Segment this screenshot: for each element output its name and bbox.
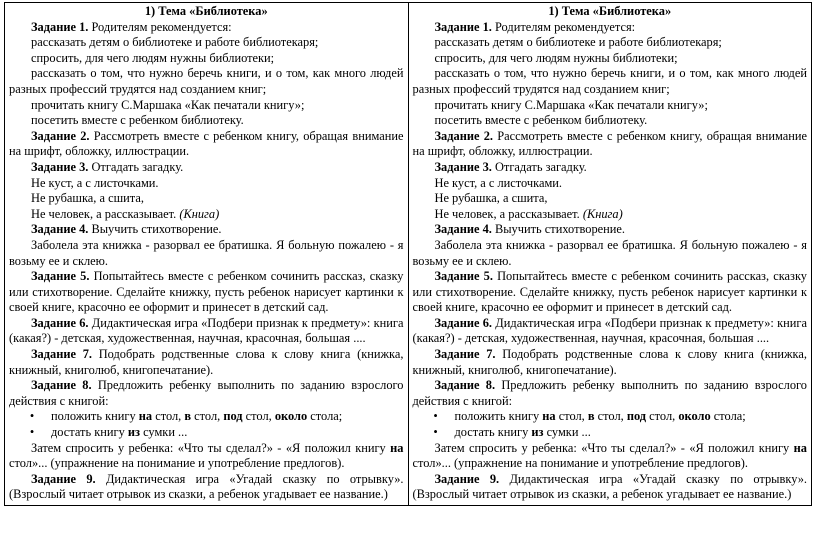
task-2	[9, 129, 404, 160]
text-run: Затем спросить у ребенка: «Что ты сделал?» - «Я положил книгу	[434, 440, 794, 455]
task-label: Задание 4.	[31, 222, 89, 237]
task-label: Задание 3.	[31, 159, 89, 174]
task-label: Задание 2.	[31, 128, 90, 143]
task-8	[413, 378, 808, 409]
riddle-text: Не человек, а рассказывает.	[434, 206, 583, 221]
text-run: Затем спросить у ребенка: «Что ты сделал?» - «Я положил книгу	[31, 440, 391, 455]
list-item	[413, 425, 808, 441]
task-9	[9, 472, 404, 503]
bullet-icon: •	[29, 409, 35, 424]
task-5	[9, 269, 404, 316]
task-text: Рассмотреть вместе с ребенком книгу, обращая внимание на шрифт, обложку, иллюстрации.	[412, 128, 807, 159]
emphasis-text: под	[626, 409, 647, 424]
emphasis-text: на	[138, 409, 153, 424]
task-1-line: прочитать книгу С.Маршака «Как печатали книгу»;	[434, 97, 708, 112]
task-5	[413, 269, 808, 316]
text-run: положить книгу	[454, 409, 543, 424]
emphasis-text: из	[127, 425, 140, 440]
riddle-line: Не рубашка, а сшита,	[31, 191, 144, 206]
text-run: стол,	[646, 409, 679, 424]
text-run: положить книгу	[51, 409, 139, 424]
task-text: Дидактическая игра «Подбери признак к предмету»: книга (какая?) - детская, художественная, научная, красочная, большая ....	[412, 315, 807, 346]
task-label: Задание 9.	[434, 471, 500, 486]
text-run: стол»... (упражнение на понимание и употребление предлогов).	[412, 456, 748, 471]
task-label: Задание 5.	[31, 269, 90, 284]
column-left	[5, 3, 409, 506]
task-1-line: рассказать детям о библиотеке и работе библиотекаря;	[434, 35, 722, 50]
task-label: Задание 8.	[434, 378, 496, 393]
list-item	[9, 409, 404, 425]
task-label: Задание 9.	[31, 471, 96, 486]
task-label: Задание 7.	[31, 347, 92, 362]
task-1-line: рассказать детям о библиотеке и работе библиотекаря;	[31, 35, 319, 50]
task-7	[9, 347, 404, 378]
rich-text	[9, 441, 404, 472]
task-label: Задание 8.	[31, 378, 92, 393]
text-run: стол,	[152, 409, 185, 424]
task-text: Попытайтесь вместе с ребенком сочинить рассказ, сказку или стихотворение. Сделайте книжку, пусть ребенок нарисует картинки к своей книге, красочно ее оформит и принесет в детский сад.	[412, 269, 807, 315]
text-run: достать книгу	[454, 425, 532, 440]
rich-text	[413, 441, 808, 472]
task-4	[9, 222, 404, 238]
task-text: Предложить ребенку выполнить по заданию взрослого действия с книгой:	[412, 378, 807, 408]
column-title: 1) Тема «Библиотека»	[548, 4, 672, 18]
riddle-line	[413, 207, 808, 223]
task-text: Отгадать загадку.	[491, 159, 587, 174]
task-text: Выучить стихотворение.	[491, 222, 626, 237]
text-run: стола;	[710, 409, 746, 424]
task-label: Задание 3.	[434, 159, 492, 174]
text-run: стол,	[555, 409, 588, 424]
emphasis-text: в	[587, 409, 595, 424]
bullet-icon: •	[433, 425, 438, 440]
task-1-line: посетить вместе с ребенком библиотеку.	[31, 113, 244, 128]
riddle-line: Не куст, а с листочками.	[31, 175, 159, 190]
task-text: Рассмотреть вместе с ребенком книгу, обращая внимание на шрифт, обложку, иллюстрации.	[9, 128, 404, 159]
bullet-icon: •	[29, 425, 35, 440]
text-run: стол»... (упражнение на понимание и употребление предлогов).	[9, 456, 345, 471]
emphasis-text: около	[678, 409, 711, 424]
task-text: Выучить стихотворение.	[88, 222, 222, 237]
task-1-line: прочитать книгу С.Маршака «Как печатали книгу»;	[31, 97, 305, 112]
text-run: сумки ...	[543, 425, 591, 440]
riddle-answer: (Книга)	[179, 206, 220, 221]
task-3	[9, 160, 404, 176]
column-right	[408, 3, 812, 506]
task-text: Дидактическая игра «Угадай сказку по отрывку». (Взрослый читает отрывок из сказки, а ребенок угадывает ее название.)	[9, 471, 404, 502]
emphasis-text: около	[274, 409, 308, 424]
task-1-line: рассказать о том, что нужно беречь книги, и о том, как много людей разных профессий трудятся над созданием книг;	[9, 66, 404, 96]
assignment-table	[4, 2, 812, 506]
text-run: стол,	[242, 409, 275, 424]
task-text: Родителям рекомендуется:	[88, 19, 232, 34]
text-run: достать книгу	[51, 425, 128, 440]
task-1-line: посетить вместе с ребенком библиотеку.	[434, 113, 648, 128]
task-6	[9, 316, 404, 347]
riddle-line: Не рубашка, а сшита,	[434, 191, 548, 206]
task-text: Подобрать родственные слова к слову книга (книжка, книжный, книголюб, книгопечатание).	[412, 347, 807, 377]
task-8	[9, 378, 404, 409]
table-row	[5, 3, 812, 506]
task-label: Задание 7.	[434, 347, 496, 362]
task-1	[413, 20, 808, 36]
list-item	[413, 409, 808, 425]
text-run: сумки ...	[140, 425, 188, 440]
task-text: Попытайтесь вместе с ребенком сочинить рассказ, сказку или стихотворение. Сделайте книжку, пусть ребенок нарисует картинки к своей книге, красочно ее оформит и принесет в детский сад.	[9, 269, 404, 315]
text-run: стол,	[191, 409, 224, 424]
task-6	[413, 316, 808, 347]
task-label: Задание 1.	[434, 19, 492, 34]
task-text: Подобрать родственные слова к слову книга (книжка, книжный, книголюб, книгопечатание).	[9, 347, 404, 377]
task-1-line: спросить, для чего людям нужны библиотеки;	[434, 50, 678, 65]
rich-text	[455, 425, 591, 441]
riddle-answer: (Книга)	[582, 206, 623, 221]
riddle-line	[9, 207, 404, 223]
task-text: Отгадать загадку.	[88, 159, 184, 174]
text-run: стол,	[594, 409, 627, 424]
task-label: Задание 2.	[434, 128, 493, 143]
task-2	[413, 129, 808, 160]
emphasis-text: на	[390, 440, 404, 455]
poem-text: Заболела эта книжка - разорвал ее братишка. Я больную пожалею - я возьму ее и склею.	[9, 237, 404, 268]
task-text: Родителям рекомендуется:	[491, 19, 636, 34]
task-label: Задание 5.	[434, 269, 493, 284]
task-label: Задание 6.	[434, 315, 493, 330]
task-label: Задание 1.	[31, 19, 89, 34]
bullet-icon: •	[433, 409, 438, 424]
task-7	[413, 347, 808, 378]
emphasis-text: из	[531, 425, 544, 440]
task-text: Дидактическая игра «Угадай сказку по отрывку». (Взрослый читает отрывок из сказки, а ребенок угадывает ее название.)	[412, 471, 807, 502]
emphasis-text: под	[223, 409, 243, 424]
text-run: стола;	[307, 409, 343, 424]
task-1	[9, 20, 404, 36]
riddle-line: Не куст, а с листочками.	[434, 175, 563, 190]
task-label: Задание 4.	[434, 222, 492, 237]
task-1-line: спросить, для чего людям нужны библиотеки;	[31, 50, 275, 65]
riddle-text: Не человек, а рассказывает.	[31, 206, 180, 221]
task-9	[413, 472, 808, 503]
emphasis-text: в	[184, 409, 192, 424]
poem-text: Заболела эта книжка - разорвал ее братишка. Я больную пожалею - я возьму ее и склею.	[412, 237, 807, 268]
rich-text	[51, 409, 342, 425]
rich-text	[455, 409, 746, 425]
task-3	[413, 160, 808, 176]
task-label: Задание 6.	[31, 315, 89, 330]
task-4	[413, 222, 808, 238]
column-title: 1) Тема «Библиотека»	[144, 4, 268, 18]
task-1-line: рассказать о том, что нужно беречь книги, и о том, как много людей разных профессий трудятся над созданием книг;	[412, 66, 807, 96]
rich-text	[51, 425, 187, 441]
emphasis-text: на	[542, 409, 556, 424]
list-item	[9, 425, 404, 441]
task-text: Дидактическая игра «Подбери признак к предмету»: книга (какая?) - детская, художественная, научная, красочная, большая ....	[9, 315, 404, 346]
emphasis-text: на	[793, 440, 807, 455]
task-text: Предложить ребенку выполнить по заданию взрослого действия с книгой:	[9, 378, 404, 408]
